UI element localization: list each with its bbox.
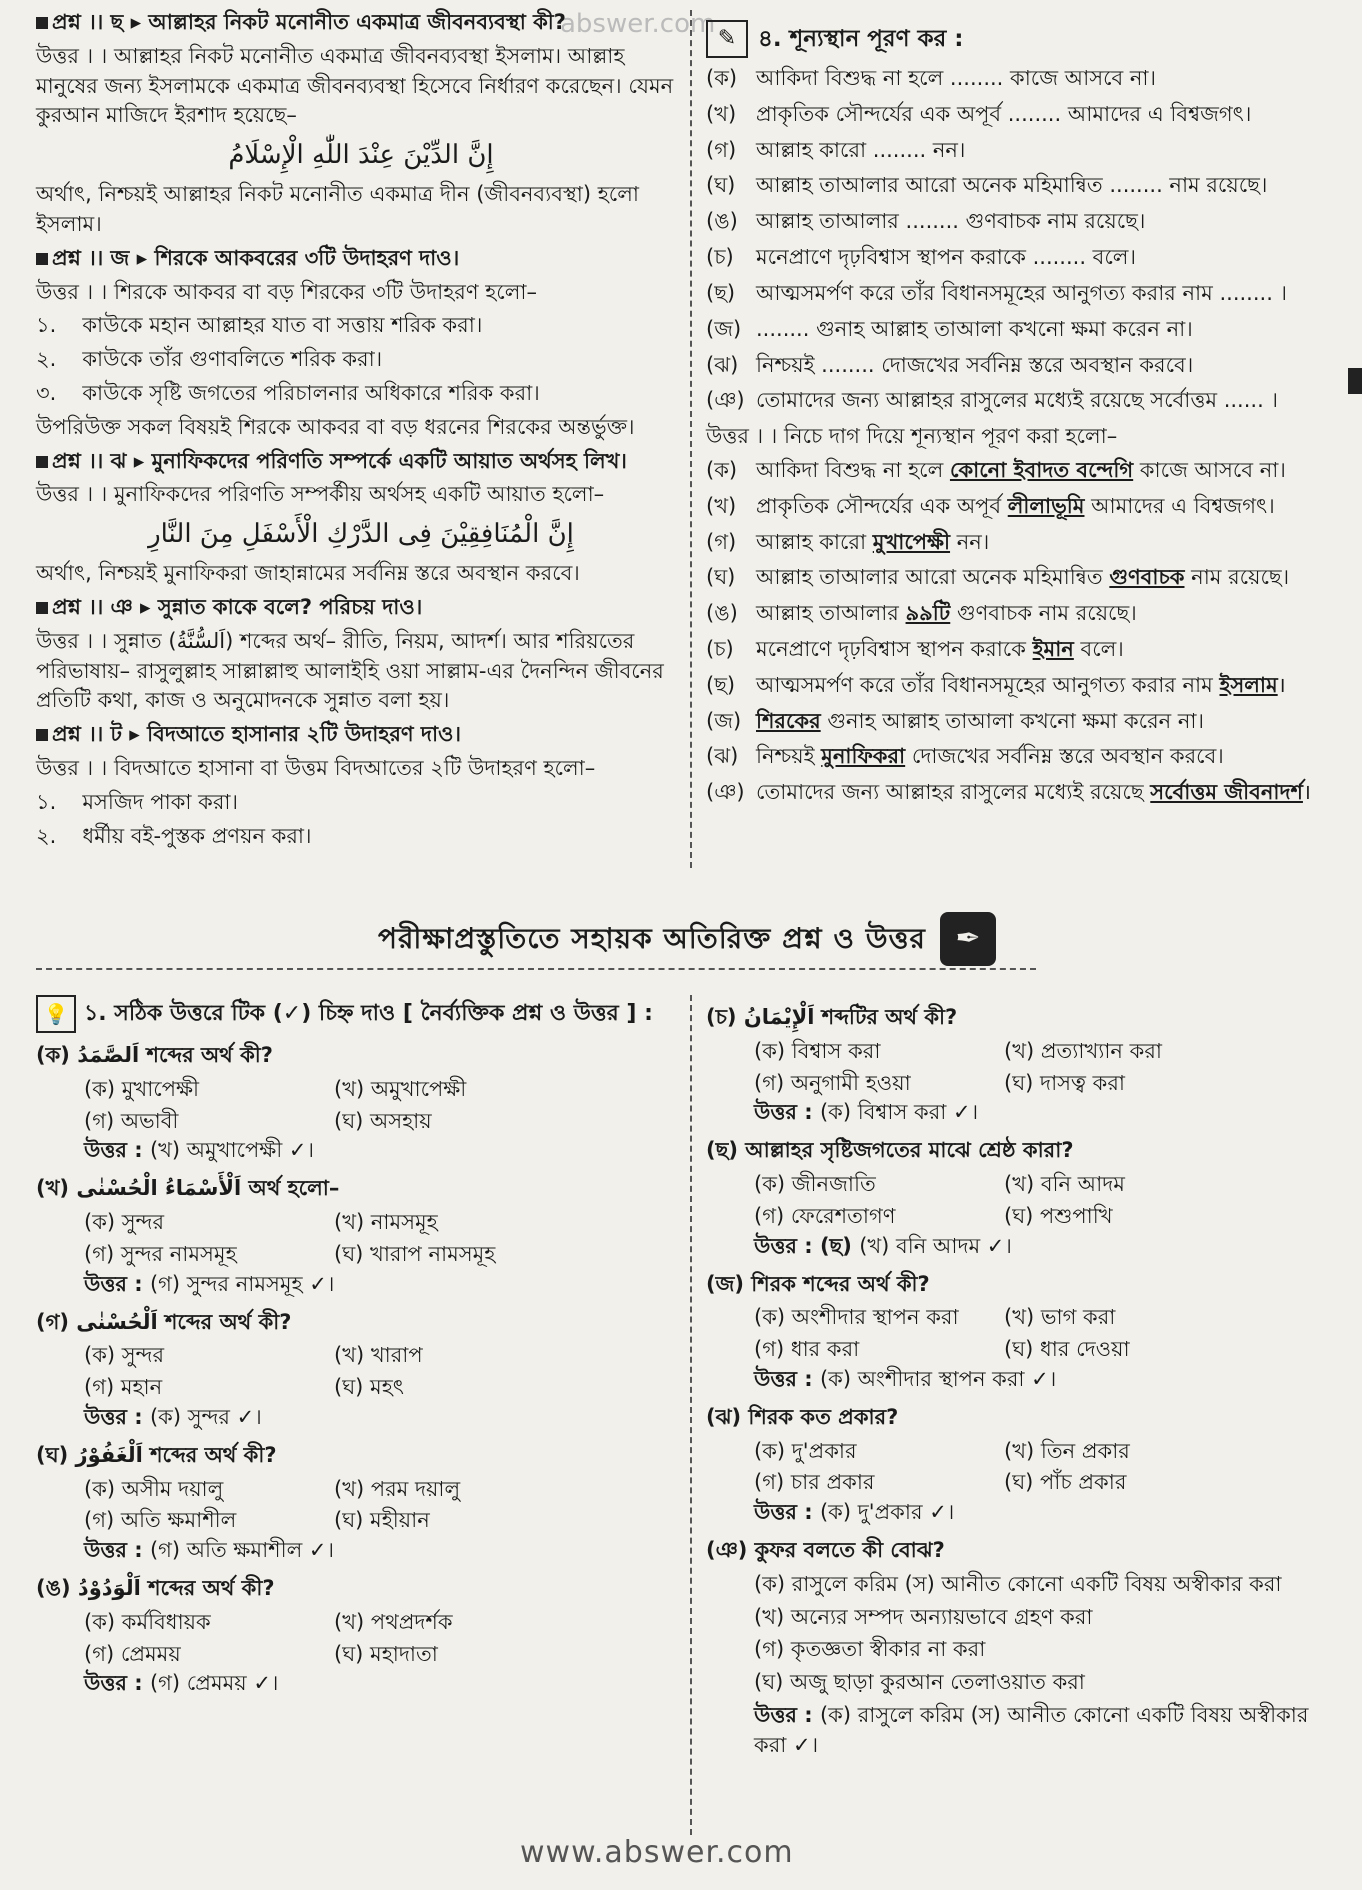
answer-label: উত্তর :	[84, 1271, 143, 1296]
mcq-option: (ঘ) মহাদাতা	[334, 1641, 438, 1666]
item-text: আত্মসমর্পণ করে তাঁর বিধানসমূহের আনুগত্য করার নাম ........ ।	[756, 280, 1288, 305]
mcq-option: (ঘ) খারাপ নামসমূহ	[334, 1241, 496, 1266]
list-text: কাউকে মহান আল্লাহর যাত বা সত্তায় শরিক করা।	[82, 313, 483, 338]
answer-text: (ক) রাসুলে করিম (স) আনীত কোনো একটি বিষয় অস্বীকার করা ✓।	[754, 1703, 1309, 1757]
question-jha	[36, 447, 686, 477]
item-label: (গ)	[706, 529, 737, 554]
answer-key: ইসলাম	[1219, 672, 1278, 697]
answer-key: শিরকের	[756, 708, 821, 733]
mcq-question: (ঞ) কুফর বলতে কী বোঝ?	[706, 1538, 945, 1562]
answer-key: লীলাভূমি	[1007, 493, 1085, 518]
answer-ta-list	[36, 788, 686, 852]
mcq-kufr	[706, 1536, 1336, 1761]
mcq-question: (খ) اَلْأَسْمَاءُ الْحُسْنٰى অর্থ হলো–	[36, 1176, 340, 1201]
mcq-options	[754, 1437, 1336, 1499]
question-cha	[36, 8, 686, 38]
answer-post: নাম রয়েছে।	[1184, 565, 1290, 590]
mcq-question: (ঙ) اَلْوَدُوْدُ শব্দের অর্থ কী?	[36, 1576, 275, 1600]
list-item	[36, 788, 686, 818]
fill-question	[706, 351, 1336, 381]
answer-pre: প্রাকৃতিক সৌন্দর্যের এক অপূর্ব	[756, 493, 1008, 518]
answer-text: (গ) প্রেমময় ✓।	[149, 1671, 279, 1696]
answer-cha: উত্তর । । আল্লাহর নিকট মনোনীত একমাত্র জীবনব্যবস্থা ইসলাম। আল্লাহ মানুষের জন্য ইসলামকে একমাত্র জীবনব্যবস্থা হিসেবে নির্ধারণ করেছেন। যেমন কুরআন মাজিদে ইরশাদ হয়েছে–	[36, 43, 674, 128]
list-item	[36, 311, 686, 341]
mcq-option: (গ) সুন্দর নামসমূহ	[84, 1241, 237, 1266]
mcq-option: (ক) অংশীদার স্থাপন করা	[754, 1305, 959, 1330]
mcq-answer	[754, 1365, 1336, 1395]
mcq-option: (ঘ) পশুপাখি	[1004, 1203, 1113, 1228]
mcq-option: (খ) পথপ্রদর্শক	[334, 1609, 453, 1634]
answer-jha-intro: উত্তর । । মুনাফিকদের পরিণতি সম্পর্কীয় অর্থসহ একটি আয়াত হলো–	[36, 482, 605, 507]
item-label: (ঞ)	[706, 388, 745, 413]
mcq-answer	[754, 1498, 1336, 1528]
question-text: প্রশ্ন ।। ছ ▸ আল্লাহর নিকট মনোনীত একমাত্র জীবনব্যবস্থা কী?	[52, 10, 566, 34]
answer-label: উত্তর :	[754, 1500, 813, 1525]
fill-answer	[706, 707, 1336, 737]
answer-label: উত্তর :	[754, 1366, 813, 1391]
question-text: প্রশ্ন ।। ঝ ▸ মুনাফিকদের পরিণতি সম্পর্কে একটি আয়াত অর্থসহ লিখ।	[52, 448, 627, 473]
mcq-option: (গ) কৃতজ্ঞতা স্বীকার না করা	[754, 1637, 986, 1662]
fill-question	[706, 100, 1336, 130]
answer-key: গুণবাচক	[1109, 565, 1185, 590]
list-text: কাউকে তাঁর গুণাবলিতে শরিক করা।	[82, 347, 383, 372]
answer-post: কাজে আসবে না।	[1133, 457, 1286, 482]
answer-post: নন।	[950, 529, 990, 554]
answer-pre: নিশ্চয়ই	[756, 744, 822, 769]
question-text: প্রশ্ন ।। ট ▸ বিদআতে হাসানার ২টি উদাহরণ দাও।	[52, 722, 462, 747]
mcq-option: (ক) সুন্দর	[84, 1343, 165, 1368]
top-left-column	[36, 8, 686, 856]
mcq-right-column	[706, 995, 1336, 1765]
item-text	[756, 528, 989, 558]
square-bullet-icon	[36, 456, 48, 468]
item-text: আকিদা বিশুদ্ধ না হলে ........ কাজে আসবে না।	[756, 66, 1157, 90]
item-text: প্রাকৃতিক সৌন্দর্যের এক অপূর্ব ........ আমাদের এ বিশ্বজগৎ।	[756, 101, 1252, 126]
arabic-verse-munafiq	[36, 516, 686, 553]
mcq-item	[36, 1574, 676, 1699]
mcq-options	[754, 1303, 1336, 1365]
mcq-option: (ক) অসীম দয়ালু	[84, 1476, 224, 1501]
mcq-question: (গ) اَلْحُسْنٰى শব্দের অর্থ কী?	[36, 1309, 292, 1334]
list-number: ১.	[36, 313, 57, 338]
list-number: ১.	[36, 789, 57, 814]
mcq-answer	[84, 1136, 676, 1166]
mcq-option: (গ) প্রেমময়	[84, 1641, 181, 1666]
item-label: (জ)	[706, 316, 742, 341]
fill-answer	[706, 456, 1336, 486]
mcq-option: (গ) অনুগামী হওয়া	[754, 1070, 911, 1095]
arabic-text: إِنَّ الْمُنَافِقِيْنَ فِى الدَّرْكِ الْأَسْفَلِ مِنَ النَّارِ	[148, 519, 574, 550]
fill-answers	[706, 456, 1336, 808]
item-label: (ঘ)	[706, 565, 736, 590]
list-item	[36, 345, 686, 375]
mcq-option: (ঘ) অজু ছাড়া কুরআন তেলাওয়াত করা	[754, 1670, 1085, 1695]
list-text: মসজিদ পাকা করা।	[82, 789, 238, 814]
answer-key: সর্বোত্তম জীবনাদর্শ	[1150, 780, 1303, 805]
mcq-item	[36, 1441, 676, 1566]
fill-question	[706, 386, 1336, 416]
question-text: প্রশ্ন ।। জ ▸ শিরকে আকবরের ৩টি উদাহরণ দাও।	[52, 245, 460, 270]
mcq-options	[84, 1075, 676, 1137]
mcq-answer	[84, 1669, 676, 1699]
mcq-option: (ঘ) ধার দেওয়া	[1004, 1337, 1130, 1362]
mcq-heading	[36, 995, 676, 1033]
mcq-option: (গ) ধার করা	[754, 1337, 860, 1362]
answer-pre: তোমাদের জন্য আল্লাহর রাসুলের মধ্যেই রয়েছে	[756, 780, 1151, 805]
item-text	[756, 492, 1275, 522]
mcq-option: (খ) তিন প্রকার	[1004, 1438, 1130, 1463]
answer-key: মুনাফিকরা	[821, 744, 906, 769]
list-number: ২.	[36, 347, 57, 372]
fill-question	[706, 64, 1336, 94]
item-text: আল্লাহ তাআলার ........ গুণবাচক নাম রয়েছে।	[756, 209, 1146, 234]
answer-key: ৯৯টি	[905, 601, 951, 626]
answer-key: কোনো ইবাদত বন্দেগি	[949, 457, 1134, 482]
list-number: ৩.	[36, 381, 57, 406]
fill-answer-intro: উত্তর । । নিচে দাগ দিয়ে শূন্যস্থান পূরণ করা হলো–	[706, 424, 1118, 449]
mcq-option: (গ) ফেরেশতাগণ	[754, 1203, 896, 1228]
mcq-item	[706, 1270, 1336, 1395]
mcq-answer	[84, 1536, 676, 1566]
list-text: ধর্মীয় বই-পুস্তক প্রণয়ন করা।	[82, 823, 312, 848]
answer-ja-intro: উত্তর । । শিরকে আকবর বা বড় শিরকের ৩টি উদাহরণ হলো–	[36, 279, 537, 304]
mcq-right-list	[706, 1003, 1336, 1528]
item-label: (ক)	[706, 457, 738, 482]
answer-text: (ক) সুন্দর ✓।	[149, 1404, 262, 1429]
section-divider	[36, 968, 1036, 970]
extra-qa-banner	[378, 912, 996, 966]
mcq-options	[754, 1037, 1336, 1099]
mcq-option: (গ) অভাবী	[84, 1108, 179, 1133]
answer-post: বলে।	[1073, 637, 1124, 661]
mcq-option: (খ) ভাগ করা	[1004, 1305, 1116, 1330]
mcq-option: (খ) অন্যের সম্পদ অন্যায়ভাবে গ্রহণ করা	[754, 1604, 1093, 1629]
arabic-verse-islam	[36, 137, 686, 174]
item-text: তোমাদের জন্য আল্লাহর রাসুলের মধ্যেই রয়েছে সর্বোত্তম ...... ।	[756, 388, 1278, 413]
answer-pre: আত্মসমর্পণ করে তাঁর বিধানসমূহের আনুগত্য করার নাম	[756, 672, 1220, 697]
item-text: মনেপ্রাণে দৃঢ়বিশ্বাস স্থাপন করাকে ........ বলে।	[756, 245, 1136, 270]
answer-post: আমাদের এ বিশ্বজগৎ।	[1084, 493, 1275, 518]
mcq-option: (ক) রাসুলে করিম (স) আনীত কোনো একটি বিষয় অস্বীকার করা	[754, 1571, 1282, 1596]
pencil-icon: ✎	[706, 20, 748, 58]
list-item	[36, 822, 686, 852]
mcq-option: (ঘ) মহৎ	[334, 1375, 404, 1400]
answer-text: (গ) অতি ক্ষমাশীল ✓।	[149, 1538, 335, 1563]
answer-text: (ক) অংশীদার স্থাপন করা ✓।	[819, 1366, 1057, 1391]
mcq-options	[84, 1341, 676, 1403]
fill-answer	[706, 492, 1336, 522]
question-nya	[36, 593, 686, 623]
mcq-answer	[84, 1403, 676, 1433]
item-label: (ঞ)	[706, 780, 745, 805]
fill-question	[706, 279, 1336, 309]
mcq-item	[706, 1403, 1336, 1528]
answer-text: (খ) অমুখাপেক্ষী ✓।	[149, 1138, 315, 1163]
answer-pre: মনেপ্রাণে দৃঢ়বিশ্বাস স্থাপন করাকে	[756, 637, 1033, 661]
fill-answer	[706, 635, 1336, 665]
answer-key: মুখাপেক্ষী	[872, 529, 951, 554]
square-bullet-icon	[36, 602, 48, 614]
answer-label: উত্তর :	[84, 1138, 143, 1163]
mcq-option: (গ) চার প্রকার	[754, 1470, 875, 1495]
mcq-options	[754, 1170, 1336, 1232]
mcq-answer	[754, 1232, 1336, 1262]
item-label: (ঙ)	[706, 601, 738, 626]
answer-label: উত্তর :	[84, 1404, 143, 1429]
item-label: (ছ)	[706, 672, 736, 697]
item-label: (ঘ)	[706, 173, 736, 198]
fill-answer	[706, 742, 1336, 772]
list-number: ২.	[36, 823, 57, 848]
watermark-bottom: www.abswer.com	[520, 1835, 794, 1870]
item-label: (খ)	[706, 101, 737, 126]
answer-ja-list	[36, 311, 686, 408]
mcq-options	[84, 1475, 676, 1537]
answer-pre: আল্লাহ কারো	[756, 529, 873, 554]
mcq-option: (খ) প্রত্যাখ্যান করা	[1004, 1038, 1162, 1063]
answer-text: (খ) বনি আদম ✓।	[859, 1233, 1012, 1258]
item-text	[756, 707, 1204, 737]
answer-post: দোজখের সর্বনিম্ন স্তরে অবস্থান করবে।	[905, 744, 1224, 769]
square-bullet-icon	[36, 253, 48, 265]
watermark-top: abswer.com	[560, 9, 716, 39]
answer-key: ইমান	[1032, 637, 1074, 661]
mcq-answer	[754, 1098, 1336, 1128]
mcq-left-list	[36, 1041, 676, 1699]
answer-text: (গ) সুন্দর নামসমূহ ✓।	[149, 1271, 335, 1296]
heading-text: ১. সঠিক উত্তরে টিক (✓) চিহ্ন দাও [ নৈর্ব্যক্তিক প্রশ্ন ও উত্তর ] :	[84, 1001, 653, 1027]
mcq-option: (ঘ) অসহায়	[334, 1108, 432, 1133]
mcq-item	[36, 1308, 676, 1433]
mcq-option: (ঘ) দাসত্ব করা	[1004, 1070, 1125, 1095]
mcq-option: (খ) পরম দয়ালু	[334, 1476, 461, 1501]
mcq-option: (খ) নামসমূহ	[334, 1210, 438, 1235]
answer-ta-intro: উত্তর । । বিদআতে হাসানা বা উত্তম বিদআতের ২টি উদাহরণ হলো–	[36, 756, 596, 781]
item-label: (ক)	[706, 66, 738, 90]
mcq-item	[36, 1174, 676, 1299]
mcq-option: (গ) অতি ক্ষমাশীল	[84, 1508, 237, 1533]
item-label: (ঙ)	[706, 209, 738, 234]
mcq-question: (ঘ) اَلْغَفُوْرُ শব্দের অর্থ কী?	[36, 1442, 277, 1467]
answer-post: ।	[1277, 672, 1286, 697]
mcq-options	[754, 1570, 1336, 1698]
item-text	[756, 563, 1289, 593]
answer-nya: উত্তর । । সুন্নাত (اَلسُّنَّةُ) শব্দের অর্থ– রীতি, নিয়ম, আদর্শ। আর শরিয়তের পরিভাষায়– রাসুলুল্লাহ সাল্লাল্লাহু আলাইহি ওয়া সাল্লাম-এর দৈনন্দিন জীবনের প্রতিটি কথা, কাজ ও অনুমোদনকে সুন্নাত বলা হয়।	[36, 628, 664, 713]
column-divider-top	[690, 10, 692, 868]
answer-label: উত্তর :	[754, 1703, 813, 1728]
mcq-option: (ক) জীনজাতি	[754, 1172, 876, 1197]
answer-pre: আল্লাহ তাআলার আরো অনেক মহিমান্বিত	[756, 565, 1110, 590]
item-text: আল্লাহ কারো ........ নন।	[756, 137, 966, 162]
item-text	[756, 635, 1124, 665]
mcq-option: (ক) দু'প্রকার	[754, 1438, 857, 1463]
fill-questions	[706, 64, 1336, 416]
answer-label: উত্তর :	[84, 1671, 143, 1696]
answer-pre: আল্লাহ তাআলার	[756, 601, 906, 626]
list-text: কাউকে সৃষ্টি জগতের পরিচালনার অধিকারে শরিক করা।	[82, 381, 540, 406]
mcq-option: (ক) সুন্দর	[84, 1210, 165, 1235]
item-text	[756, 671, 1286, 701]
answer-cha-meaning: অর্থাৎ, নিশ্চয়ই আল্লাহর নিকট মনোনীত একমাত্র দীন (জীবনব্যবস্থা) হলো ইসলাম।	[36, 182, 639, 236]
fill-answer	[706, 671, 1336, 701]
item-label: (জ)	[706, 708, 742, 733]
answer-label: উত্তর :	[84, 1538, 143, 1563]
question-ta	[36, 720, 686, 750]
answer-post: গুনাহ আল্লাহ তাআলা কখনো ক্ষমা করেন না।	[820, 708, 1204, 733]
item-text: আল্লাহ তাআলার আরো অনেক মহিমান্বিত ........ নাম রয়েছে।	[756, 173, 1268, 198]
answer-label: উত্তর : (ছ)	[754, 1233, 852, 1258]
mcq-option: (ঘ) পাঁচ প্রকার	[1004, 1470, 1127, 1495]
mcq-question: (ছ) আল্লাহর সৃষ্টিজগতের মাঝে শ্রেষ্ঠ কারা?	[706, 1138, 1074, 1163]
fill-question	[706, 207, 1336, 237]
banner-title: পরীক্ষাপ্রস্তুতিতে সহায়ক অতিরিক্ত প্রশ্ন ও উত্তর	[378, 922, 926, 956]
fill-answer	[706, 563, 1336, 593]
arabic-text: إِنَّ الدِّيْنَ عِنْدَ اللّٰهِ الْإِسْلَامُ	[228, 140, 494, 171]
list-item	[36, 379, 686, 409]
item-label: (ছ)	[706, 280, 736, 305]
fill-answer	[706, 599, 1336, 629]
heading-text: ৪. শূন্যস্থান পূরণ কর :	[758, 25, 964, 52]
question-ja	[36, 244, 686, 274]
square-bullet-icon	[36, 17, 48, 29]
question-text: প্রশ্ন ।। ঞ ▸ সুন্নাত কাকে বলে? পরিচয় দাও।	[52, 595, 423, 619]
fill-question	[706, 243, 1336, 273]
item-text	[756, 599, 1137, 629]
mcq-question: (চ) اَلْإِيْمَانُ শব্দটির অর্থ কী?	[706, 1005, 958, 1029]
top-right-column	[706, 20, 1336, 814]
fill-answer	[706, 528, 1336, 558]
answer-text: (ক) বিশ্বাস করা ✓।	[819, 1100, 979, 1125]
mcq-option: (ক) মুখাপেক্ষী	[84, 1076, 200, 1101]
lightbulb-icon: 💡	[36, 995, 76, 1033]
quill-icon: ✒	[940, 912, 996, 966]
mcq-item	[706, 1003, 1336, 1128]
answer-jha-end: অর্থাৎ, নিশ্চয়ই মুনাফিকরা জাহান্নামের সর্বনিম্ন স্তরে অবস্থান করবে।	[36, 561, 580, 586]
item-label: (ঝ)	[706, 352, 739, 377]
mcq-item	[36, 1041, 676, 1166]
fill-question	[706, 315, 1336, 345]
answer-label: উত্তর :	[754, 1100, 813, 1125]
fill-question	[706, 136, 1336, 166]
fill-question	[706, 171, 1336, 201]
answer-post: গুণবাচক নাম রয়েছে।	[950, 601, 1137, 626]
item-label: (খ)	[706, 493, 737, 518]
column-divider-bottom	[690, 995, 692, 1835]
mcq-options	[84, 1208, 676, 1270]
answer-text: (ক) দু'প্রকার ✓।	[819, 1500, 955, 1525]
mcq-answer	[754, 1701, 1336, 1761]
mcq-option: (গ) মহান	[84, 1375, 163, 1400]
answer-ja-end: উপরিউক্ত সকল বিষয়ই শিরকে আকবর বা বড় ধরনের শিরকের অন্তর্ভুক্ত।	[36, 414, 635, 439]
mcq-option: (ঘ) মহীয়ান	[334, 1508, 430, 1533]
item-text	[756, 778, 1311, 808]
item-text	[756, 456, 1286, 486]
mcq-option: (ক) কর্মবিধায়ক	[84, 1609, 211, 1634]
item-label: (চ)	[706, 245, 734, 270]
item-label: (চ)	[706, 637, 734, 661]
answer-post: ।	[1302, 780, 1311, 805]
item-label: (গ)	[706, 137, 737, 162]
fill-answer	[706, 778, 1336, 808]
mcq-option: (খ) অমুখাপেক্ষী	[334, 1076, 467, 1101]
square-bullet-icon	[36, 729, 48, 741]
mcq-left-column	[36, 995, 676, 1703]
mcq-question: (জ) শিরক শব্দের অর্থ কী?	[706, 1271, 930, 1296]
item-text: নিশ্চয়ই ........ দোজখের সর্বনিম্ন স্তরে অবস্থান করবে।	[756, 352, 1194, 377]
mcq-question: (ঝ) শিরক কত প্রকার?	[706, 1404, 899, 1429]
mcq-option: (খ) বনি আদম	[1004, 1172, 1125, 1197]
item-label: (ঝ)	[706, 744, 739, 769]
mcq-option: (খ) খারাপ	[334, 1343, 423, 1368]
mcq-question: (ক) اَلصَّمَدُ শব্দের অর্থ কী?	[36, 1043, 273, 1067]
mcq-answer	[84, 1270, 676, 1300]
answer-pre: আকিদা বিশুদ্ধ না হলে	[756, 457, 950, 482]
item-text	[756, 742, 1224, 772]
mcq-option: (ক) বিশ্বাস করা	[754, 1038, 881, 1063]
mcq-item	[706, 1136, 1336, 1261]
fill-blanks-heading	[706, 20, 1336, 58]
item-text: ........ গুনাহ আল্লাহ তাআলা কখনো ক্ষমা করেন না।	[756, 316, 1193, 341]
mcq-options	[84, 1608, 676, 1670]
side-tab	[1348, 368, 1362, 394]
